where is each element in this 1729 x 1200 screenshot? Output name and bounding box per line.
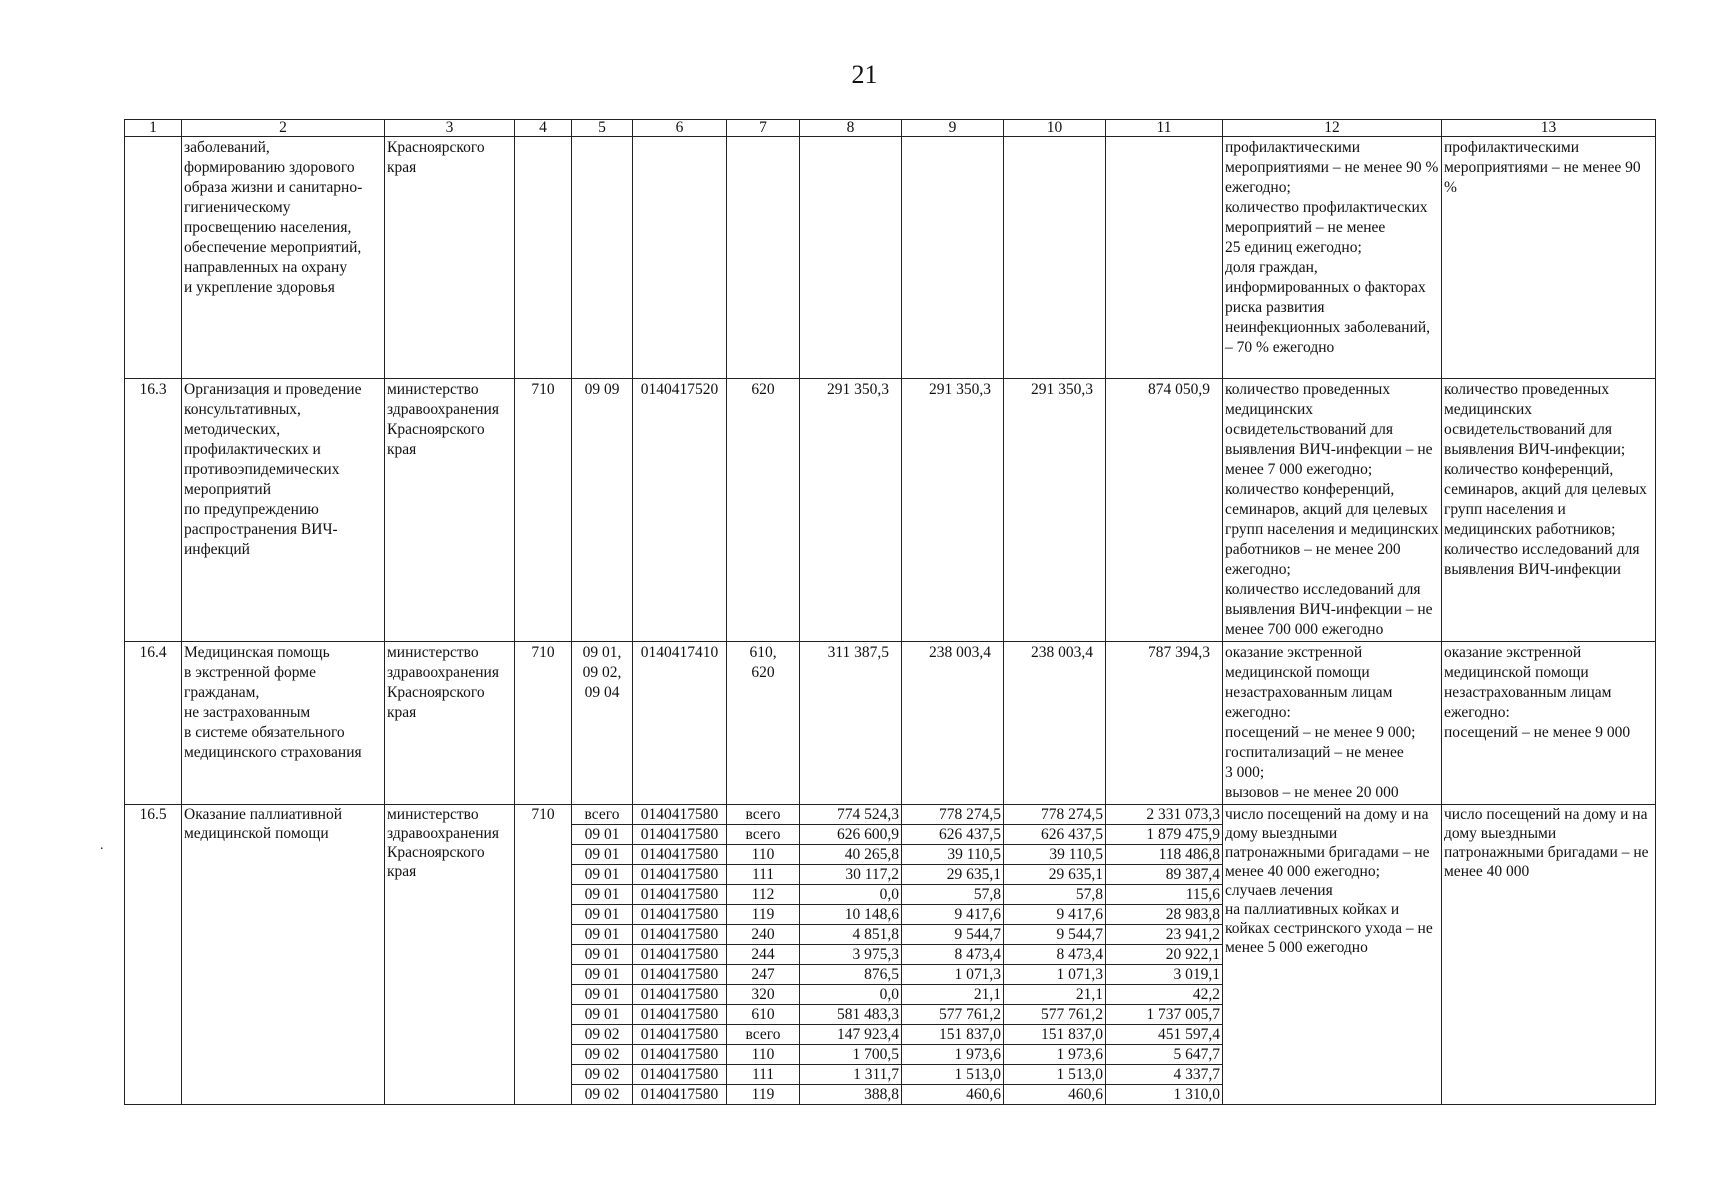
column-number: 10 — [1004, 120, 1106, 137]
section-cell: 09 01 — [572, 985, 633, 1005]
program-table — [124, 119, 1656, 1105]
expense-type-cell: 610 — [727, 1005, 800, 1025]
amount-cell: 30 117,2 — [800, 865, 902, 885]
target-article-cell: 0140417580 — [633, 825, 727, 845]
section-cell: 09 01 — [572, 885, 633, 905]
column-number: 7 — [727, 120, 800, 137]
total-cell: 1 737 005,7 — [1106, 1005, 1223, 1025]
amount-cell: 291 350,3 — [902, 379, 1004, 642]
table-row — [125, 642, 1656, 805]
cell — [1106, 137, 1223, 379]
amount-cell: 57,8 — [902, 885, 1004, 905]
column-number: 12 — [1223, 120, 1442, 137]
amount-cell: 876,5 — [800, 965, 902, 985]
column-number-row — [125, 120, 1656, 137]
total-cell: 874 050,9 — [1106, 379, 1223, 642]
column-number: 3 — [385, 120, 515, 137]
expense-type-cell: 119 — [727, 905, 800, 925]
target-article-cell: 0140417580 — [633, 1005, 727, 1025]
total-cell: 42,2 — [1106, 985, 1223, 1005]
expense-type-cell: 111 — [727, 1065, 800, 1085]
indicator-final-cell: профилактическими мероприятиями – не менее 90 % — [1442, 137, 1656, 379]
indicator-cell: профилактическими мероприятиями – не менее 90 % ежегодно; количество профилактических мероприятий – не менее 25 единиц ежегодно; доля граждан, информированных о факторах риска развития неинфекционных заболеваний, – 70 % ежегодно — [1223, 137, 1442, 379]
amount-cell: 8 473,4 — [902, 945, 1004, 965]
target-article-cell: 0140417580 — [633, 865, 727, 885]
total-cell: 3 019,1 — [1106, 965, 1223, 985]
section-cell: 09 09 — [572, 379, 633, 642]
item-number-cell: 16.3 — [125, 379, 182, 642]
amount-cell: 626 437,5 — [1004, 825, 1106, 845]
column-number: 9 — [902, 120, 1004, 137]
amount-cell: 1 311,7 — [800, 1065, 902, 1085]
page-number: 21 — [851, 60, 878, 89]
column-number: 8 — [800, 120, 902, 137]
amount-cell: 8 473,4 — [1004, 945, 1106, 965]
section-cell: 09 02 — [572, 1065, 633, 1085]
amount-cell: 460,6 — [1004, 1085, 1106, 1105]
target-article-cell: 0140417580 — [633, 905, 727, 925]
total-cell: 20 922,1 — [1106, 945, 1223, 965]
column-number: 4 — [515, 120, 572, 137]
section-cell: 09 01 — [572, 925, 633, 945]
amount-cell: 39 110,5 — [902, 845, 1004, 865]
amount-cell: 1 513,0 — [1004, 1065, 1106, 1085]
grbs-cell: 710 — [515, 805, 572, 1105]
total-cell: 23 941,2 — [1106, 925, 1223, 945]
cell — [727, 137, 800, 379]
table-row — [125, 379, 1656, 642]
table-row — [125, 805, 1656, 825]
amount-cell: 311 387,5 — [800, 642, 902, 805]
target-article-cell: 0140417580 — [633, 1065, 727, 1085]
target-article-cell: 0140417580 — [633, 1045, 727, 1065]
measure-name-cell: Оказание паллиативной медицинской помощи — [182, 805, 385, 1105]
executor-cell: министерство здравоохранения Красноярского края — [385, 805, 515, 1105]
column-number: 13 — [1442, 120, 1656, 137]
total-cell: 787 394,3 — [1106, 642, 1223, 805]
amount-cell: 238 003,4 — [1004, 642, 1106, 805]
item-number-cell: 16.5 — [125, 805, 182, 1105]
target-article-cell: 0140417580 — [633, 805, 727, 825]
column-number: 6 — [633, 120, 727, 137]
measure-name-cell: Организация и проведение консультативных, методических, профилактических и противоэпидемических мероприятий по предупреждению распространения ВИЧ-инфекций — [182, 379, 385, 642]
measure-name-cell: заболеваний, формированию здорового образа жизни и санитарно-гигиеническому просвещению населения, обеспечение мероприятий, направленных на охрану и укрепление здоровья — [182, 137, 385, 379]
scan-mark: . — [100, 838, 104, 853]
amount-cell: 40 265,8 — [800, 845, 902, 865]
grbs-cell: 710 — [515, 379, 572, 642]
expense-type-cell: 320 — [727, 985, 800, 1005]
amount-cell: 1 973,6 — [902, 1045, 1004, 1065]
section-cell: 09 01, 09 02, 09 04 — [572, 642, 633, 805]
total-cell: 115,6 — [1106, 885, 1223, 905]
amount-cell: 0,0 — [800, 885, 902, 905]
amount-cell: 4 851,8 — [800, 925, 902, 945]
expense-type-cell: 610, 620 — [727, 642, 800, 805]
indicator-final-cell: количество проведенных медицинских освидетельствований для выявления ВИЧ-инфекции; количество конференций, семинаров, акций для целевых групп населения и медицинских работников; количество исследований для выявления ВИЧ-инфекции — [1442, 379, 1656, 642]
column-number: 1 — [125, 120, 182, 137]
amount-cell: 577 761,2 — [902, 1005, 1004, 1025]
expense-type-cell: всего — [727, 825, 800, 845]
amount-cell: 57,8 — [1004, 885, 1106, 905]
amount-cell: 774 524,3 — [800, 805, 902, 825]
amount-cell: 147 923,4 — [800, 1025, 902, 1045]
total-cell: 451 597,4 — [1106, 1025, 1223, 1045]
indicator-cell: оказание экстренной медицинской помощи незастрахованным лицам ежегодно: посещений – не менее 9 000; госпитализаций – не менее 3 000; вызовов – не менее 20 000 — [1223, 642, 1442, 805]
total-cell: 4 337,7 — [1106, 1065, 1223, 1085]
target-article-cell: 0140417520 — [633, 379, 727, 642]
amount-cell: 3 975,3 — [800, 945, 902, 965]
grbs-cell: 710 — [515, 642, 572, 805]
target-article-cell: 0140417410 — [633, 642, 727, 805]
amount-cell: 0,0 — [800, 985, 902, 1005]
section-cell: 09 01 — [572, 1005, 633, 1025]
amount-cell: 460,6 — [902, 1085, 1004, 1105]
executor-cell: Красноярского края — [385, 137, 515, 379]
column-number: 5 — [572, 120, 633, 137]
cell — [800, 137, 902, 379]
indicator-final-cell: оказание экстренной медицинской помощи незастрахованным лицам ежегодно: посещений – не менее 9 000 — [1442, 642, 1656, 805]
cell — [1004, 137, 1106, 379]
target-article-cell: 0140417580 — [633, 985, 727, 1005]
total-cell: 1 879 475,9 — [1106, 825, 1223, 845]
amount-cell: 9 544,7 — [902, 925, 1004, 945]
expense-type-cell: всего — [727, 805, 800, 825]
expense-type-cell: 244 — [727, 945, 800, 965]
amount-cell: 9 417,6 — [902, 905, 1004, 925]
amount-cell: 21,1 — [902, 985, 1004, 1005]
expense-type-cell: 111 — [727, 865, 800, 885]
amount-cell: 10 148,6 — [800, 905, 902, 925]
target-article-cell: 0140417580 — [633, 845, 727, 865]
total-cell: 1 310,0 — [1106, 1085, 1223, 1105]
target-article-cell: 0140417580 — [633, 1085, 727, 1105]
section-cell: 09 01 — [572, 825, 633, 845]
amount-cell: 778 274,5 — [902, 805, 1004, 825]
total-cell: 28 983,8 — [1106, 905, 1223, 925]
target-article-cell: 0140417580 — [633, 945, 727, 965]
amount-cell: 388,8 — [800, 1085, 902, 1105]
total-cell: 2 331 073,3 — [1106, 805, 1223, 825]
expense-type-cell: 110 — [727, 845, 800, 865]
expense-type-cell: 240 — [727, 925, 800, 945]
expense-type-cell: всего — [727, 1025, 800, 1045]
amount-cell: 1 700,5 — [800, 1045, 902, 1065]
amount-cell: 778 274,5 — [1004, 805, 1106, 825]
indicator-cell: количество проведенных медицинских освидетельствований для выявления ВИЧ-инфекции – не менее 7 000 ежегодно; количество конференций, семинаров, акций для целевых групп населения и медицинских работников – не менее 200 ежегодно; количество исследований для выявления ВИЧ-инфекции – не менее 700 000 ежегодно — [1223, 379, 1442, 642]
measure-name-cell: Медицинская помощь в экстренной форме гражданам, не застрахованным в системе обязательного медицинского страхования — [182, 642, 385, 805]
amount-cell: 9 544,7 — [1004, 925, 1106, 945]
section-cell: 09 01 — [572, 945, 633, 965]
expense-type-cell: 110 — [727, 1045, 800, 1065]
indicator-final-cell: число посещений на дому и на дому выездными патронажными бригадами – не менее 40 000 — [1442, 805, 1656, 1105]
amount-cell: 291 350,3 — [800, 379, 902, 642]
amount-cell: 1 973,6 — [1004, 1045, 1106, 1065]
indicator-cell: число посещений на дому и на дому выездными патронажными бригадами – не менее 40 000 ежегодно; случаев лечения на паллиативных койках и койках сестринского ухода – не менее 5 000 ежегодно — [1223, 805, 1442, 1105]
total-cell: 89 387,4 — [1106, 865, 1223, 885]
amount-cell: 626 600,9 — [800, 825, 902, 845]
cell — [125, 137, 182, 379]
executor-cell: министерство здравоохранения Красноярского края — [385, 642, 515, 805]
amount-cell: 291 350,3 — [1004, 379, 1106, 642]
amount-cell: 151 837,0 — [1004, 1025, 1106, 1045]
amount-cell: 238 003,4 — [902, 642, 1004, 805]
section-cell: 09 01 — [572, 905, 633, 925]
target-article-cell: 0140417580 — [633, 885, 727, 905]
amount-cell: 626 437,5 — [902, 825, 1004, 845]
cell — [572, 137, 633, 379]
section-cell: 09 02 — [572, 1025, 633, 1045]
amount-cell: 1 513,0 — [902, 1065, 1004, 1085]
amount-cell: 581 483,3 — [800, 1005, 902, 1025]
executor-cell: министерство здравоохранения Красноярского края — [385, 379, 515, 642]
target-article-cell: 0140417580 — [633, 965, 727, 985]
expense-type-cell: 620 — [727, 379, 800, 642]
section-cell: 09 01 — [572, 865, 633, 885]
total-cell: 5 647,7 — [1106, 1045, 1223, 1065]
table-row — [125, 137, 1656, 379]
column-number: 11 — [1106, 120, 1223, 137]
amount-cell: 151 837,0 — [902, 1025, 1004, 1045]
amount-cell: 39 110,5 — [1004, 845, 1106, 865]
target-article-cell: 0140417580 — [633, 925, 727, 945]
section-cell: 09 02 — [572, 1085, 633, 1105]
expense-type-cell: 119 — [727, 1085, 800, 1105]
cell — [902, 137, 1004, 379]
column-number: 2 — [182, 120, 385, 137]
section-cell: 09 01 — [572, 845, 633, 865]
amount-cell: 577 761,2 — [1004, 1005, 1106, 1025]
item-number-cell: 16.4 — [125, 642, 182, 805]
amount-cell: 21,1 — [1004, 985, 1106, 1005]
target-article-cell: 0140417580 — [633, 1025, 727, 1045]
cell — [515, 137, 572, 379]
expense-type-cell: 247 — [727, 965, 800, 985]
expense-type-cell: 112 — [727, 885, 800, 905]
amount-cell: 1 071,3 — [1004, 965, 1106, 985]
total-cell: 118 486,8 — [1106, 845, 1223, 865]
amount-cell: 29 635,1 — [902, 865, 1004, 885]
amount-cell: 9 417,6 — [1004, 905, 1106, 925]
section-cell: 09 02 — [572, 1045, 633, 1065]
section-cell: 09 01 — [572, 965, 633, 985]
amount-cell: 29 635,1 — [1004, 865, 1106, 885]
amount-cell: 1 071,3 — [902, 965, 1004, 985]
cell — [633, 137, 727, 379]
section-cell: всего — [572, 805, 633, 825]
